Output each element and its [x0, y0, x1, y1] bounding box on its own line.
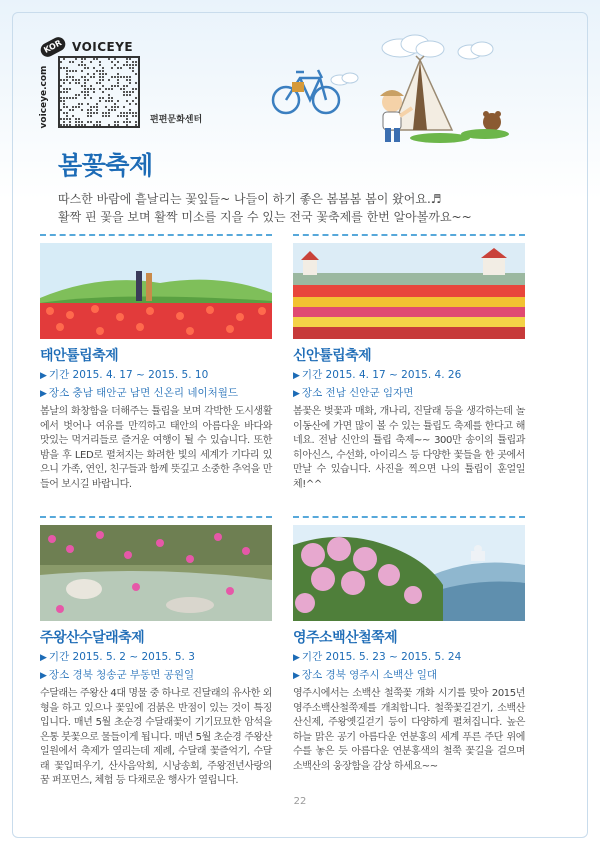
triangle-bullet-icon: ▶ [293, 671, 300, 681]
festival-card-sinan [293, 234, 525, 492]
festival-name: 태안튤립축제 [40, 348, 119, 364]
page-title: 봄꽃축제 [58, 151, 153, 180]
festival-card-yeongju [293, 516, 525, 774]
festival-description: 봄날의 화창함을 더해주는 튤립을 보며 각박한 도시생활에서 벗어나 여유를 만끽하고 태안의 아름다운 바다와 맛있는 먹거리들로 즐거운 여행이 될 수 있습니다. 또한 밤을 후 LED로 펼쳐지는 화려한 빛의 세계가 기다리 있으니 가족, 연인, 친구들과 함께 뜻깊고 소중한 추억을 만들어 보시길 바랍니다. [40, 406, 272, 490]
festival-name: 영주소백산철쭉제 [293, 630, 398, 646]
voiceye-logo: VOICEYE [72, 40, 134, 54]
section-divider [293, 516, 525, 518]
festival-name: 주왕산수달래축제 [40, 630, 145, 646]
festival-period [293, 368, 525, 383]
triangle-bullet-icon: ▶ [40, 671, 47, 681]
royal-azalea-mountain-photo [293, 525, 525, 621]
festival-period [40, 650, 272, 665]
festival-place [40, 668, 272, 683]
festival-place [293, 668, 525, 683]
festival-period-text: 기간 2015. 4. 17 ~ 2015. 5. 10 [48, 369, 209, 381]
intro-text [58, 190, 558, 226]
triangle-bullet-icon: ▶ [40, 653, 47, 663]
festival-description: 수달래는 주왕산 4대 명물 중 하나로 진달래의 유사한 외형을 하고 있으나 꽃잎에 검붉은 반점이 있는 것이 특징입니다. 매년 5월 초순경 수달래꽃이 기기묘묘한 암석을 은통 붓꽃으로 물들이게 됩니다. 매년 5월 초순경 주왕산 일원에서 축제가 열리는데 제례, 수달래 꽃즐억기, 수달래 꽃입떠우기, 산사음악회, 시낭송회, 주왕전년사랑의 꿈 퍼포먼스, 체험 등 다채로운 행사가 열립니다. [40, 688, 272, 786]
festival-place-text: 장소 전남 신안군 임자면 [301, 387, 414, 399]
intro-line: 활짝 핀 꽃을 보며 활짝 미소를 지을 수 있는 전국 꽃축제를 한번 알아볼까요~~ [58, 210, 472, 224]
section-divider [40, 234, 272, 236]
azalea-stream-photo [40, 525, 272, 621]
festival-place [40, 386, 272, 401]
section-divider [40, 516, 272, 518]
triangle-bullet-icon: ▶ [40, 371, 47, 381]
festival-name: 신안튤립축제 [293, 348, 372, 364]
triangle-bullet-icon: ▶ [40, 389, 47, 399]
festival-period-text: 기간 2015. 5. 2 ~ 2015. 5. 3 [48, 651, 195, 663]
tulip-field-photo [40, 243, 272, 339]
voiceye-code-icon[interactable] [58, 56, 140, 128]
festival-card-juwangsan [40, 516, 272, 789]
cloud-icon [331, 35, 493, 85]
center-label: 편편문화센터 [150, 115, 203, 125]
festival-period [40, 368, 272, 383]
bear-icon [483, 111, 501, 131]
section-divider [293, 234, 525, 236]
festival-period-text: 기간 2015. 5. 23 ~ 2015. 5. 24 [301, 651, 462, 663]
triangle-bullet-icon: ▶ [293, 371, 300, 381]
bicycle-icon [273, 70, 339, 113]
voiceye-site: voiceye.com [39, 65, 49, 129]
grass-icon [410, 129, 509, 143]
festival-period-text: 기간 2015. 4. 17 ~ 2015. 4. 26 [301, 369, 462, 381]
header-illustration [270, 30, 520, 150]
intro-line: 따스한 바람에 흩날리는 꽃잎들~ 나들이 하기 좋은 봄봄봄 봄이 왔어요.♬ [58, 192, 442, 206]
festival-place-text: 장소 충남 태안군 남면 신온리 네이처월드 [48, 387, 239, 399]
festival-place-text: 장소 경북 영주시 소백산 일대 [301, 669, 437, 681]
triangle-bullet-icon: ▶ [293, 389, 300, 399]
festival-card-taean [40, 234, 272, 492]
kor-badge: KOR [38, 35, 68, 60]
festival-period [293, 650, 525, 665]
festival-description: 영주시에서는 소백산 철쭉꽃 개화 시기를 맞아 2015년 영주소백산철쭉제를 개최합니다. 철쭉꽃길걷기, 소백산산신제, 주왕옛길걷기 등이 다양하게 펼쳐집니다. 높은 하늘 맑은 공기 아름다운 연분홍의 세계 푸른 주단 위에 수를 놓은 듯 아름다운 연분홍색의 철쭉 꽃길을 걸으며 소백산의 웅장함을 감상 하세요~~ [293, 688, 525, 772]
tulip-rows-photo [293, 243, 525, 339]
festival-place [293, 386, 525, 401]
festival-description: 봄꽃은 벚꽃과 매화, 개나리, 진달래 등을 생각하는데 놀이동산에 가면 많이 볼 수 있는 튤립도 축제를 한다고 해네요. 전남 신안의 튤립 축제~~ 300만 송이의 튤립과 히아신스, 수선화, 아이리스 등 다양한 꽃들을 한 곳에서 만날 수 있습니다. 사진을 찍으면 나의 튤립이 훈얼일체!^^ [293, 406, 525, 490]
page-number: 22 [293, 796, 307, 807]
festival-place-text: 장소 경북 청송군 부동면 공원일 [48, 669, 195, 681]
voiceye-block [38, 40, 148, 130]
triangle-bullet-icon: ▶ [293, 653, 300, 663]
